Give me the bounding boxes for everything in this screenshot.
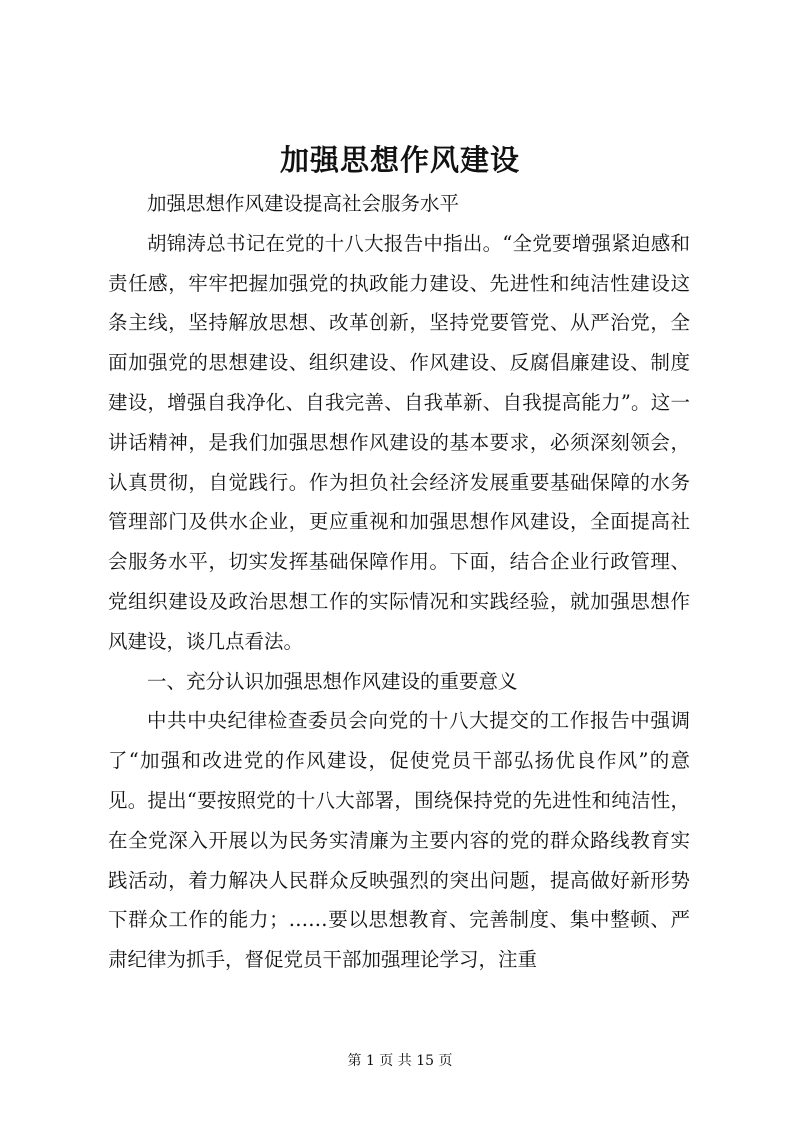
document-body <box>108 184 690 980</box>
section-heading: 一、充分认识加强思想作风建设的重要意义 <box>147 669 518 693</box>
paragraph-section-one: 中共中央纪律检查委员会向党的十八大提交的工作报告中强调了“加强和改进党的作风建设，促使党员干部弘扬优良作风”的意见。提出“要按照党的十八大部署，围绕保持党的先进性和纯洁性，在全党深入开展以为民务实清廉为主要内容的党的群众路线教育实践活动，着力解决人民群众反映强烈的突出问题，提高做好新形势下群众工作的能力；……要以思想教育、完善制度、集中整顿、严肃纪律为抓手，督促党员干部加强理论学习，注重 <box>108 709 690 972</box>
document-title: 加强思想作风建设 <box>279 143 520 177</box>
paragraph-intro: 胡锦涛总书记在党的十八大报告中指出。“全党要增强紧迫感和责任感，牢牢把握加强党的执政能力建设、先进性和纯洁性建设这条主线，坚持解放思想、改革创新，坚持党要管党、从严治党，全面加强党的思想建设、组织建设、作风建设、反腐倡廉建设、制度建设，增强自我净化、自我完善、自我革新、自我提高能力”。这一讲话精神，是我们加强思想作风建设的基本要求，必须深刻领会，认真贯彻，自觉践行。作为担负社会经济发展重要基础保障的水务管理部门及供水企业，更应重视和加强思想作风建设，全面提高社会服务水平，切实发挥基础保障作用。下面，结合企业行政管理、党组织建设及政治思想工作的实际情况和实践经验，就加强思想作风建设，谈几点看法。 <box>108 231 690 653</box>
page-footer: 第 1 页 共 15 页 <box>347 1053 453 1069</box>
paragraph-subtitle: 加强思想作风建设提高社会服务水平 <box>147 192 460 215</box>
